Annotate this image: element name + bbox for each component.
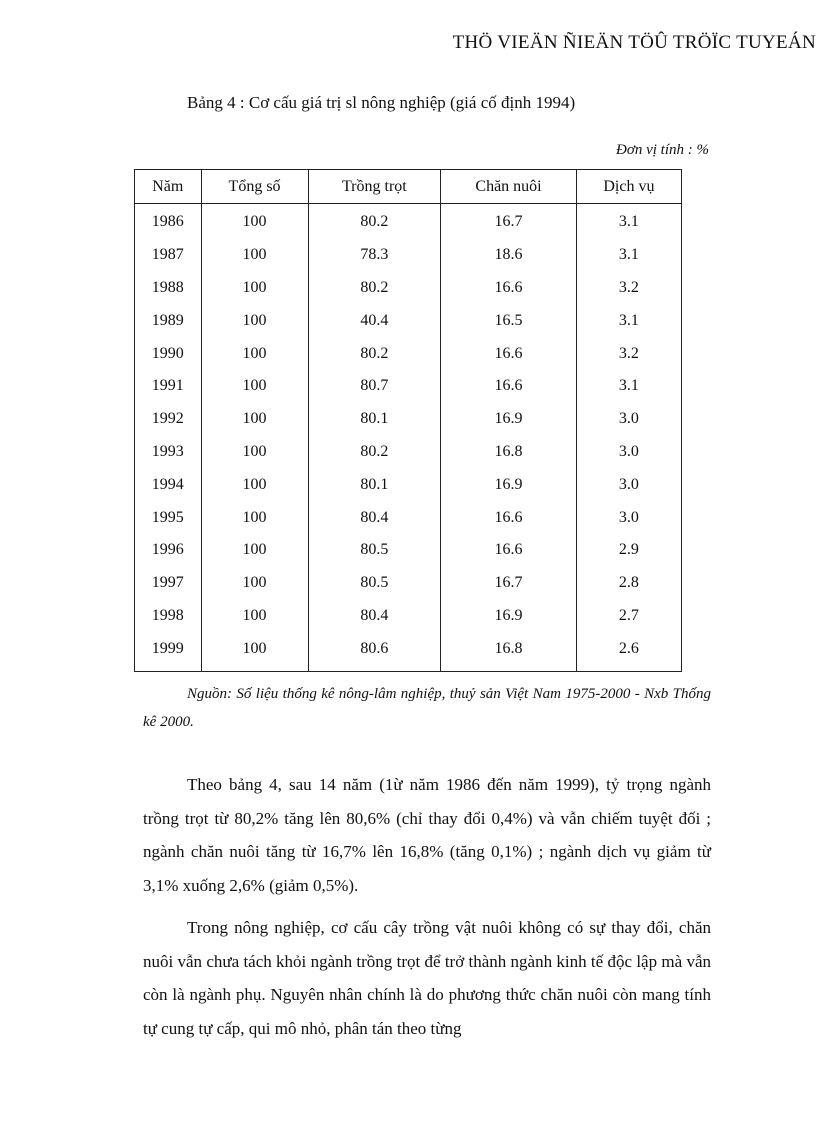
cell-livestock: 16.7: [441, 567, 577, 600]
cell-year: 1999: [135, 632, 202, 671]
cell-livestock: 16.6: [441, 272, 577, 305]
cell-crops: 80.2: [308, 204, 441, 239]
cell-services: 3.2: [576, 272, 681, 305]
cell-livestock: 16.6: [441, 370, 577, 403]
cell-year: 1995: [135, 501, 202, 534]
cell-crops: 80.5: [308, 567, 441, 600]
cell-livestock: 16.5: [441, 304, 577, 337]
column-header-services: Dịch vụ: [576, 170, 681, 204]
cell-year: 1998: [135, 600, 202, 633]
column-header-total: Tổng số: [201, 170, 308, 204]
cell-total: 100: [201, 436, 308, 469]
cell-crops: 80.2: [308, 436, 441, 469]
cell-services: 3.2: [576, 337, 681, 370]
cell-livestock: 16.6: [441, 501, 577, 534]
table-row: [135, 403, 682, 436]
cell-livestock: 16.7: [441, 204, 577, 239]
cell-services: 3.0: [576, 501, 681, 534]
cell-crops: 80.1: [308, 468, 441, 501]
cell-total: 100: [201, 632, 308, 671]
cell-year: 1996: [135, 534, 202, 567]
cell-year: 1990: [135, 337, 202, 370]
cell-total: 100: [201, 304, 308, 337]
table-caption: Bảng 4 : Cơ cấu giá trị sl nông nghiệp (giá cố định 1994): [187, 93, 576, 112]
cell-crops: 78.3: [308, 239, 441, 272]
cell-year: 1991: [135, 370, 202, 403]
cell-crops: 80.2: [308, 337, 441, 370]
page-header-title: THÖ VIEÄN ÑIEÄN TÖÛ TRÖÏC TUYEÁN: [452, 32, 816, 53]
cell-total: 100: [201, 272, 308, 305]
data-table: [134, 169, 682, 672]
table-row: [135, 534, 682, 567]
cell-livestock: 16.9: [441, 403, 577, 436]
cell-livestock: 16.6: [441, 534, 577, 567]
cell-livestock: 16.6: [441, 337, 577, 370]
column-header-livestock: Chăn nuôi: [441, 170, 577, 204]
cell-services: 3.1: [576, 304, 681, 337]
cell-total: 100: [201, 501, 308, 534]
cell-total: 100: [201, 600, 308, 633]
column-header-year: Năm: [135, 170, 202, 204]
cell-services: 3.1: [576, 370, 681, 403]
table-row: [135, 337, 682, 370]
cell-total: 100: [201, 204, 308, 239]
table-unit-note: Đơn vị tính : %: [616, 142, 709, 158]
cell-year: 1997: [135, 567, 202, 600]
cell-services: 2.9: [576, 534, 681, 567]
cell-year: 1992: [135, 403, 202, 436]
cell-year: 1988: [135, 272, 202, 305]
cell-crops: 80.4: [308, 600, 441, 633]
column-header-crops: Trồng trọt: [308, 170, 441, 204]
cell-crops: 40.4: [308, 304, 441, 337]
table-row: [135, 468, 682, 501]
table-row: [135, 632, 682, 671]
table-row: [135, 272, 682, 305]
cell-livestock: 16.9: [441, 600, 577, 633]
cell-livestock: 18.6: [441, 239, 577, 272]
cell-year: 1987: [135, 239, 202, 272]
cell-services: 3.0: [576, 468, 681, 501]
cell-services: 3.0: [576, 403, 681, 436]
table-body: [135, 204, 682, 672]
cell-livestock: 16.9: [441, 468, 577, 501]
cell-total: 100: [201, 403, 308, 436]
body-paragraph-1: Theo bảng 4, sau 14 năm (1ừ năm 1986 đến năm 1999), tỷ trọng ngành trồng trọt từ 80,2% tăng lên 80,6% (chỉ thay đổi 0,4%) và vẫn chiếm tuyệt đối ; ngành chăn nuôi tăng từ 16,7% lên 16,8% (tăng 0,1%) ; ngành dịch vụ giảm từ 3,1% xuống 2,6% (giảm 0,5%).: [143, 775, 711, 895]
cell-services: 2.8: [576, 567, 681, 600]
cell-crops: 80.6: [308, 632, 441, 671]
table-source-note: Nguồn: Số liệu thống kê nông-lâm nghiệp, thuỷ sản Việt Nam 1975-2000 - Nxb Thống kê 2000.: [143, 686, 711, 730]
table-row: [135, 370, 682, 403]
cell-year: 1986: [135, 204, 202, 239]
cell-crops: 80.1: [308, 403, 441, 436]
cell-services: 2.6: [576, 632, 681, 671]
cell-year: 1994: [135, 468, 202, 501]
table-row: [135, 501, 682, 534]
cell-crops: 80.5: [308, 534, 441, 567]
cell-services: 3.1: [576, 239, 681, 272]
table-header-row: [135, 170, 682, 204]
cell-total: 100: [201, 239, 308, 272]
table-row: [135, 567, 682, 600]
cell-total: 100: [201, 468, 308, 501]
cell-services: 3.0: [576, 436, 681, 469]
cell-services: 3.1: [576, 204, 681, 239]
cell-total: 100: [201, 337, 308, 370]
cell-year: 1993: [135, 436, 202, 469]
cell-crops: 80.2: [308, 272, 441, 305]
table-row: [135, 239, 682, 272]
cell-total: 100: [201, 534, 308, 567]
cell-services: 2.7: [576, 600, 681, 633]
cell-total: 100: [201, 567, 308, 600]
table-row: [135, 436, 682, 469]
cell-year: 1989: [135, 304, 202, 337]
body-paragraph-2: Trong nông nghiệp, cơ cấu cây trồng vật nuôi không có sự thay đổi, chăn nuôi vẫn chưa tách khỏi ngành trồng trọt để trở thành ngành kinh tế độc lập mà vẫn còn là ngành phụ. Nguyên nhân chính là do phương thức chăn nuôi còn mang tính tự cung tự cấp, qui mô nhỏ, phân tán theo từng: [143, 918, 711, 1038]
cell-total: 100: [201, 370, 308, 403]
cell-crops: 80.7: [308, 370, 441, 403]
cell-livestock: 16.8: [441, 632, 577, 671]
cell-crops: 80.4: [308, 501, 441, 534]
table-row: [135, 304, 682, 337]
cell-livestock: 16.8: [441, 436, 577, 469]
table-row: [135, 204, 682, 239]
table-row: [135, 600, 682, 633]
